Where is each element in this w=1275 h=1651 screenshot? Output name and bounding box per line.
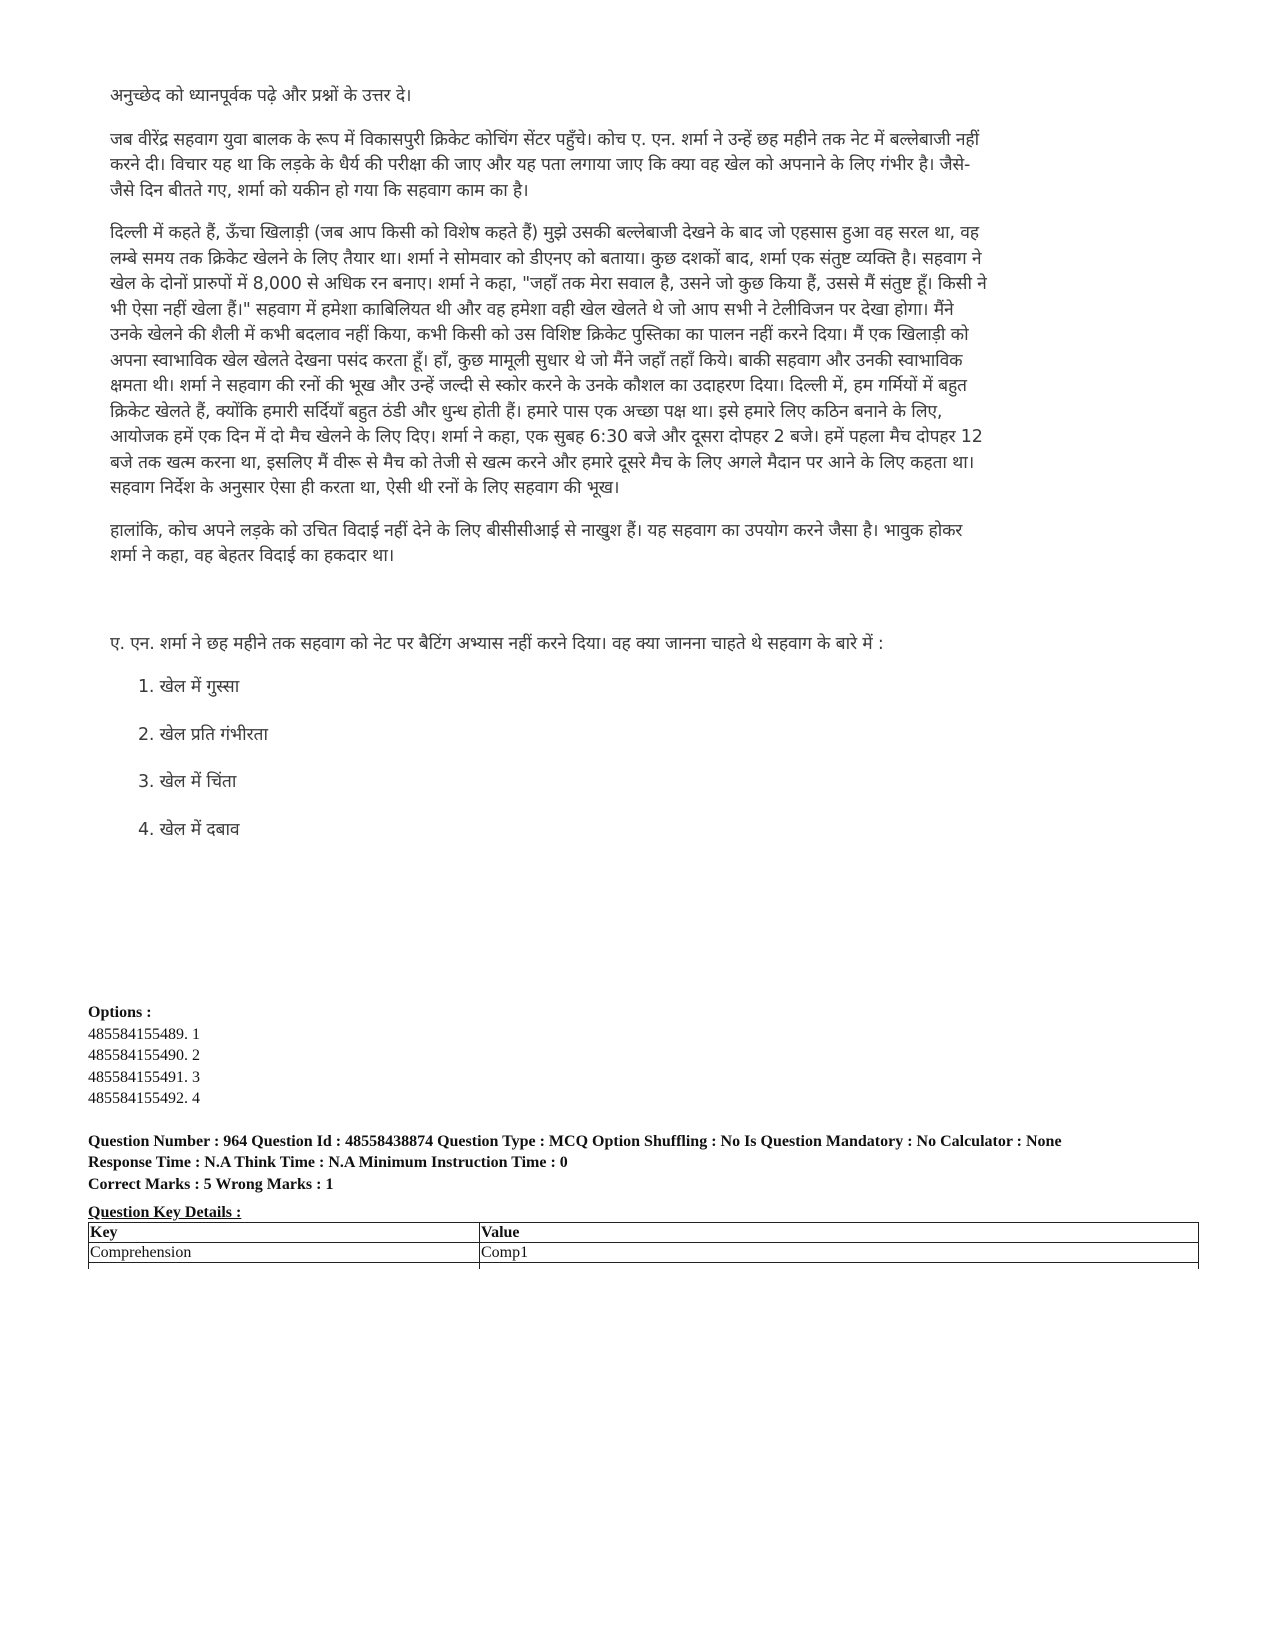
- option-item: 485584155491. 3: [88, 1068, 200, 1086]
- option-item: 485584155492. 4: [88, 1090, 200, 1107]
- question-meta: [88, 1131, 1198, 1196]
- choice-item: 3. खेल में चिंता: [138, 772, 237, 792]
- choice-item: 4. खेल में दबाव: [138, 819, 240, 840]
- meta-line-2: Response Time : N.A Think Time : N.A Minimum Instruction Time : 0: [88, 1154, 568, 1171]
- choice-list: [110, 675, 990, 843]
- passage-paragraph-3: हालांकि, कोच अपने लड़के को उचित विदाई नहीं देने के लिए बीसीसीआई से नाखुश हैं। यह सहवाग का उपयोग करने जैसा है। भावुक होकर शर्मा ने कहा, वह बेहतर विदाई का हकदार था।: [110, 520, 963, 566]
- passage-paragraph-1: जब वीरेंद्र सहवाग युवा बालक के रूप में विकासपुरी क्रिकेट कोचिंग सेंटर पहुँचे। कोच ए. एन. शर्मा ने उन्हें छह महीने तक नेट में बल्लेबाजी नहीं करने दी। विचार यह था कि लड़के के धैर्य की परीक्षा की जाए और यह पता लगाया जाए कि क्या वह खेल को अपनाने के लिए गंभीर है। जैसे-जैसे दिन बीतते गए, शर्मा को यकीन हो गया कि सहवाग काम का है।: [110, 129, 979, 201]
- key-details-table: [88, 1222, 1199, 1269]
- table-header-row: [89, 1223, 1199, 1243]
- passage-image: [110, 84, 990, 865]
- option-item: 485584155489. 1: [88, 1025, 200, 1043]
- question-details: [88, 1002, 1198, 1269]
- table-cell-key: Comprehension: [89, 1243, 480, 1263]
- choice-item: 2. खेल प्रति गंभीरता: [138, 724, 268, 745]
- passage-paragraph-2: दिल्ली में कहते हैं, ऊँचा खिलाड़ी (जब आप किसी को विशेष कहते हैं) मुझे उसकी बल्लेबाजी देखने के बाद जो एहसास हुआ वह सरल था, वह लम्बे समय तक क्रिकेट खेलने के लिए तैयार था। शर्मा ने सोमवार को डीएनए को बताया। कुछ दशकों बाद, शर्मा एक संतुष्ट व्यक्ति है। सहवाग ने खेल के दोनों प्रारुपों में 8,000 से अधिक रन बनाए। शर्मा ने कहा, "जहाँ तक मेरा सवाल है, उसने जो कुछ किया हैं, उससे मैं संतुष्ट हूँ। किसी ने भी ऐसा नहीं खेला हैं।" सहवाग में हमेशा काबिलियत थी और वह हमेशा वही खेल खेलते थे जो आप सभी ने टेलीविजन पर देखा होगा। मैंने उनके खेलने की शैली में कभी बदलाव नहीं किया, कभी किसी को उस विशिष्ट क्रिकेट पुस्तिका का पालन नहीं करने दिया। मैं एक खिलाड़ी को अपना स्वाभाविक खेल खेलते देखना पसंद करता हूँ। हाँ, कुछ मामूली सुधार थे जो मैंने जहाँ तहाँ किये। बाकी सहवाग और उनकी स्वाभाविक क्षमता थी। शर्मा ने सहवाग की रनों की भूख और उन्हें जल्दी से स्कोर करने के उनके कौशल का उदाहरण दिया। दिल्ली में, हम गर्मियों में बहुत क्रिकेट खेलते हैं, क्योंकि हमारी सर्दियाँ बहुत ठंडी और धुन्ध होती हैं। हमारे पास एक अच्छा पक्ष था। इसे हमारे लिए कठिन बनाने के लिए, आयोजक हमें एक दिन में दो मैच खेलने के लिए दिए। शर्मा ने कहा, एक सुबह 6:30 बजे और दूसरा दोपहर 2 बजे। हमें पहला मैच दोपहर 12 बजे तक खत्म करना था, इसलिए मैं वीरू से मैच को तेजी से खत्म करने और हमारे दूसरे मैच के लिए अगले मैदान पर आने के लिए कहता था। सहवाग निर्देश के अनुसार ऐसा ही करता था, ऐसी थी रनों के लिए सहवाग की भूख।: [110, 223, 987, 498]
- column-header-value: Value: [480, 1223, 1199, 1243]
- key-details-heading: Question Key Details :: [88, 1204, 242, 1221]
- table-row: [89, 1243, 1199, 1263]
- choice-item: 1. खेल में गुस्सा: [138, 677, 240, 697]
- option-item: 485584155490. 2: [88, 1047, 200, 1064]
- question-text: ए. एन. शर्मा ने छह महीने तक सहवाग को नेट पर बैटिंग अभ्यास नहीं करने दिया। वह क्या जानना चाहते थे सहवाग के बारे में :: [110, 633, 884, 654]
- table-row-empty: [89, 1263, 1199, 1270]
- options-list: [88, 1024, 1198, 1110]
- passage-instruction: अनुच्छेद को ध्यानपूर्वक पढ़े और प्रश्नों के उत्तर दे।: [110, 86, 412, 106]
- column-header-key: Key: [89, 1223, 480, 1243]
- table-cell-value: Comp1: [480, 1243, 1199, 1263]
- meta-line-1: Question Number : 964 Question Id : 48558438874 Question Type : MCQ Option Shuffling : No Is Question Mandatory : No Calculator : None: [88, 1132, 1062, 1150]
- meta-line-3: Correct Marks : 5 Wrong Marks : 1: [88, 1175, 334, 1193]
- options-heading: Options :: [88, 1004, 152, 1021]
